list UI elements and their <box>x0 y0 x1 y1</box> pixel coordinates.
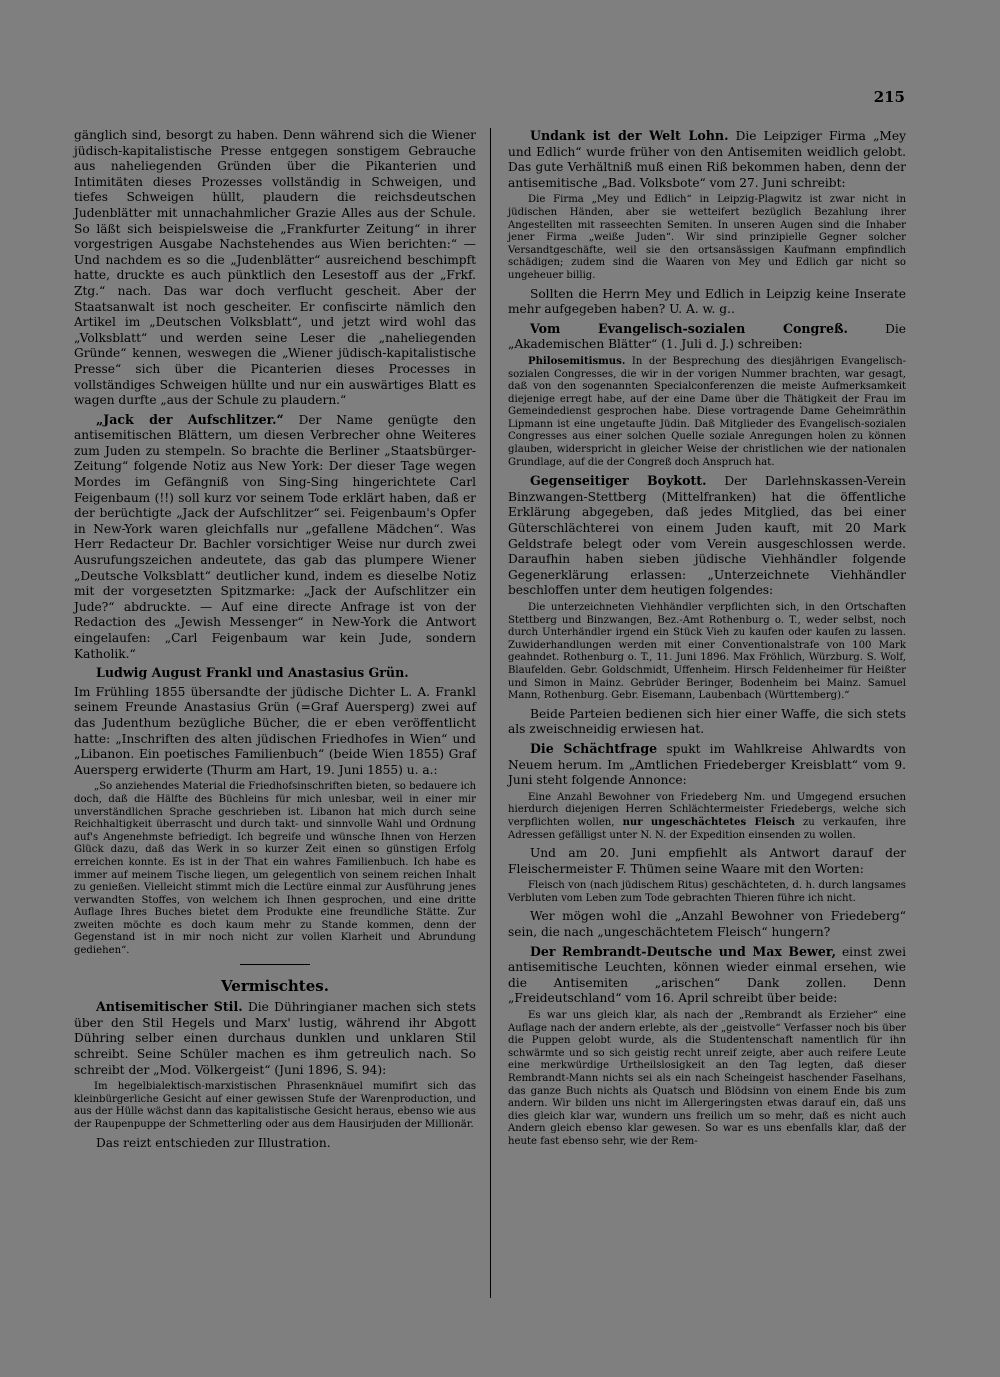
article-text: Der Darlehnskassen-Verein Binzwangen-Stettberg (Mittelfranken) hat die öffentliche Erklärung abgegeben, daß jedes Mitglied, das bei einer Güterschlächterei von einem Juden kauft, mit 20 Mark Geldstrafe belegt oder vom Verein ausgeschlossen werde. Daraufhin haben sieben jüdische Viehhändler folgende Gegenerklärung erlassen: „Unterzeichnete Viehhändler beschloffen unter dem heutigen folgendes: <box>508 474 906 598</box>
article-text: einst zwei antisemitische Leuchten, können wieder einmal ersehen, wie die Antisemiten „arischen“ Dank zollen. Denn „Freideutschland“ vom 16. April schreibt über beide: <box>508 944 906 1006</box>
article-text: Die „Akademischen Blätter“ (1. Juli d. J.) schreiben: <box>508 321 906 352</box>
article-schaecht-mid: Und am 20. Juni empfiehlt als Antwort darauf der Fleischermeister F. Thümen seine Waare mit den Worten: <box>508 846 906 876</box>
article-boykott-end: Beide Parteien bedienen sich hier einer Waffe, die sich stets als zweischneidig erwiesen hat. <box>508 706 906 737</box>
article-congress <box>508 321 906 353</box>
article-heading: Undank ist der Welt Lohn. <box>530 128 729 143</box>
article-rembrandt <box>508 944 906 1007</box>
article-heading: Die Schächtfrage <box>530 740 658 756</box>
section-separator <box>240 964 310 965</box>
article-heading: Der Rembrandt-Deutsche und Max Bewer, <box>530 943 837 959</box>
article-boykott <box>508 473 906 599</box>
article-schaecht-quote <box>508 792 906 842</box>
article-text: spukt im Wahlkreise Ahlwardts von Neuem herum. Im „Amtlichen Friedeberger Kreisblatt“ vom 9. Juni steht folgende Annonce: <box>508 741 906 788</box>
article-schaecht <box>508 741 906 789</box>
article-stil-end: Das reizt entschieden zur Illustration. <box>96 1135 331 1150</box>
left-column <box>74 128 476 1154</box>
article-heading: Gegenseitiger Boykott. <box>530 473 707 489</box>
article-stil <box>74 999 476 1078</box>
article-undank <box>508 128 906 191</box>
quote-text: Eine Anzahl Bewohner von Friedeberg Nm. und Umgegend ersuchen hierdurch diejenigen Herren Schlächtermeister Friedebergs, welche sich verpflichten wollen, <box>508 791 906 828</box>
article-text: Die Dühringianer machen sich stets über den Stil Hegels und Marx' lustig, während ihr Abgott Dühring selber einen durchaus dunklen und unklaren Stil schreibt. Seine Schüler machen es ihm getreulich nach. So schreibt der „Mod. Völkergeist“ (Juni 1896, S. 94): <box>74 1000 476 1077</box>
right-column <box>508 128 906 1153</box>
article-jack <box>74 412 476 663</box>
quote-text-end: zu verkaufen, ihre Adressen gefälligst unter N. N. der Expedition einsenden zu wollen. <box>508 816 906 841</box>
quote-text: In der Besprechung des diesjährigen Evangelisch-sozialen Congresses, die wir in der vorigen Nummer brachten, war gesagt, daß von den sogenannten Specialconferenzen die meiste Aufmerksamkeit diejenige erregt habe, auf der eine Dame über die Thätigkeit der Frau im Gemeindedienst gesprochen habe. Diese vortragende Dame Geheimräthin Lipmann ist eine ungetaufte Jüdin. Daß Mitglieder des Evangelisch-sozialen Congresses aus einer solchen Quelle soziale Anregungen holen zu können glauben, widerspricht in gleicher Weise der christlichen wie der nationalen Grundlage, auf die der Congreß doch Anspruch hat. <box>508 355 906 468</box>
page-number: 215 <box>873 88 905 106</box>
article-heading: Vom Evangelisch-sozialen Congreß. <box>530 320 848 336</box>
paragraph-continuation: gänglich sind, besorgt zu haben. Denn während sich die Wiener jüdisch-kapitalistische Presse entgegen sonstigem Gebrauche aus naheliegenden Gründen über die Pikanterien und Intimitäten dieses Prozesses vollständig in Schweigen, und tiefes Schweigen hüllt, plaudern die reichsdeutschen Judenblätter mit unnachahmlicher Grazie Alles aus der Schule. So läßt sich beispielsweise die „Frankfurter Zeitung“ in ihrer vorgestrigen Ausgabe Nachstehendes aus Wien berichten:“ — Und nachdem es so die „Judenblätter“ ausreichend beschimpft hatte, druckte es auch pünktlich den Lesestoff aus der „Frkf. Ztg.“ nach. Das war doch verflucht gescheit. Aber der Staatsanwalt ist noch gescheiter. Er confiscirte nämlich den Artikel im „Deutschen Volksblatt“, und jetzt wird wohl das „Volksblatt“ und werden seine Leser die „naheliegenden Gründe“ kennen, weswegen die „Wiener jüdisch-kapitalistische Presse“ sich über die Picanterien dieses Processes in vollständiges Schweigen hüllte und nur ein auswärtiges Blatt es wagen durfte „aus der Schule zu plaudern.“ <box>74 128 476 408</box>
article-heading: „Jack der Aufschlitzer.“ <box>96 411 284 427</box>
column-divider <box>490 128 491 1298</box>
article-rembrandt-quote: Es war uns gleich klar, als nach der „Rembrandt als Erzieher“ eine Auflage nach der andern erlebte, als der „geistvolle“ Verfasser noch bis über die Puppen gelobt wurde, als die Studentenschaft namentlich für ihn schwärmte und so sich geistig recht unreif zeigte, aber auch reifere Leute eine merkwürdige Urtheilslosigkeit an den Tag legten, daß dieser Rembrandt-Mann nichts sei als ein nach Scheingeist haschender Faselhans, das ganze Buch nichts als Quatsch und Blödsinn von einem Ende bis zum andern. Wir bilden uns nicht im Allergeringsten etwas darauf ein, daß uns dies gleich klar war, wundern uns freilich um so mehr, daß es nicht auch Andern gleich ebenso klar gewesen. So war es uns ebenfalls klar, daß der heute fast ebenso sehr, wie der Rem- <box>508 1010 906 1147</box>
article-schaecht-quote-2: Fleisch von (nach jüdischem Ritus) geschächteten, d. h. durch langsames Verbluten vom Leben zum Tode gebrachten Thieren führe ich nicht. <box>508 880 906 904</box>
section-title: Vermischtes. <box>221 976 329 995</box>
article-schaecht-end: Wer mögen wohl die „Anzahl Bewohner von Friedeberg“ sein, die nach „ungeschächtetem Fleisch“ hungern? <box>508 909 906 940</box>
article-frankl-heading <box>74 665 476 682</box>
article-undank-quote: Die Firma „Mey und Edlich“ in Leipzig-Plagwitz ist zwar nicht in jüdischen Händen, aber sie wetteifert bezüglich Bezahlung ihrer Angestellten mit rasseechten Semiten. In unseren Augen sind die Inhaber jener Firma „weiße Juden“. Wir sind prinzipielle Gegner solcher Versandtgeschäfte, weil sie den ortsansässigen Kaufmann empfindlich schädigen; zudem sind die Waaren von Mey und Edlich gar nicht so ungeheuer billig. <box>508 194 906 281</box>
article-frankl-text: Im Frühling 1855 übersandte der jüdische Dichter L. A. Frankl seinem Freunde Anastasius Grün (=Graf Auersperg) zwei auf das Judenthum bezügliche Bücher, die er eben veröffentlicht hatte: „Inschriften des alten jüdischen Friedhofes in Wien“ und „Libanon. Ein poetisches Familienbuch“ (beide Wien 1855) Graf Auersperg erwiderte (Thurm am Hart, 19. Juni 1855) u. a.: <box>74 684 476 777</box>
article-congress-quote <box>508 356 906 469</box>
article-boykott-quote: Die unterzeichneten Viehhändler verpflichten sich, in den Ortschaften Stettberg und Binzwangen, Bez.-Amt Rothenburg o. T., weder selbst, noch durch Unterhändler irgend ein Stück Vieh zu kaufen oder kaufen zu lassen. Zuwiderhandlungen werden mit einer Conventionalstrafe von 100 Mark geahndet. Rothenburg o. T., 11. Juni 1896. Max Fröhlich, Würzburg. S. Wolf, Blaufelden. Gebr. Goldschmidt, Uffenheim. Hirsch Feldenheimer für Heißter und Simon in Mainz. Gebrüder Beringer, Bodenheim bei Mainz. Samuel Mann, Rothenburg. Gebr. Eisemann, Laubenbach (Württemberg).“ <box>508 602 906 702</box>
quote-subheading: Philosemitismus. <box>528 355 626 367</box>
article-frankl-quote: „So anziehendes Material die Friedhofsinschriften bieten, so bedauere ich doch, daß die Hälfte des Büchleins für mich unlesbar, weil in einer mir unverständlichen Sprache geschrieben ist. Libanon hat mich durch seine Reichhaltigkeit überrascht und durch takt- und sinnvolle Wahl und Ordnung auf's Angenehmste befriedigt. Ich begreife und wünsche Ihnen von Herzen Glück dazu, daß das Werk in so kurzer Zeit einen so günstigen Erfolg erreichen konnte. Es ist in der That ein wahres Familienbuch. Ich habe es immer auf meinem Tische liegen, um gelegentlich von seinem reichen Inhalt zu genießen. Vielleicht stimmt mich die Lectüre einmal zur Ausführung jenes verwandten Stoffes, von welchem ich Ihnen gesprochen, und eine dritte Auflage Ihres Buches bietet dem Produkte eine freundliche Stätte. Zur zweiten möchte es doch kaum mehr zu Stande kommen, denn der Gegenstand ist in mir noch nicht zur vollen Klarheit und Abrundung gediehen“. <box>74 781 476 957</box>
quote-emphasis: nur ungeschächtetes Fleisch <box>622 816 795 828</box>
article-text: Der Name genügte den antisemitischen Blättern, um diesen Verbrecher ohne Weiteres zum Juden zu stempeln. So brachte die Berliner „Staatsbürger-Zeitung“ folgende Notiz aus New York: Der dieser Tage wegen Mordes im Gefängniß von Sing-Sing hingerichtete Carl Feigenbaum (!!) soll kurz vor seinem Tode erklärt haben, daß er der berüchtigte „Jack der Aufschlitzer“ sei. Feigenbaum's Opfer in New-York waren gleichfalls nur „gefallene Mädchen“. Was Herr Redacteur Dr. Bachler vorsichtiger Weise nur durch zwei Ausrufungszeichen andeutete, das gab das plumpere Wiener „Deutsche Volksblatt“ deutlicher kund, indem es dieselbe Notiz mit der vorgesetzten Spitzmarke: „Jack der Aufschlitzer ein Jude?“ abdruckte. — Auf eine directe Anfrage ist von der Redaction des „Jewish Messenger“ in New-York die Antwort eingelaufen: „Carl Feigenbaum war kein Jude, sondern Katholik.“ <box>74 412 476 661</box>
article-heading: Ludwig August Frankl und Anastasius Grün. <box>96 665 409 681</box>
article-undank-end: Sollten die Herrn Mey und Edlich in Leipzig keine Inserate mehr aufgegeben haben? U. A. w. g.. <box>508 286 906 317</box>
article-text: Die Leipziger Firma „Mey und Edlich“ wurde früher von den Antisemiten weidlich gelobt. Das gute Verhältniß muß einen Riß bekommen haben, denn der antisemitische „Bad. Volksbote“ vom 27. Juni schreibt: <box>508 129 906 190</box>
article-stil-quote: Im hegelbialektisch-marxistischen Phrasenknäuel mumifirt sich das kleinbürgerliche Gesicht auf einer gewissen Stufe der Warenproduction, und aus der Hülle wächst dann das kapitalistische Gesicht heraus, ebenso wie aus der Raupenpuppe der Schmetterling oder aus dem Hausirjuden der Millionär. <box>74 1081 476 1130</box>
article-heading: Antisemitischer Stil. <box>96 999 243 1015</box>
